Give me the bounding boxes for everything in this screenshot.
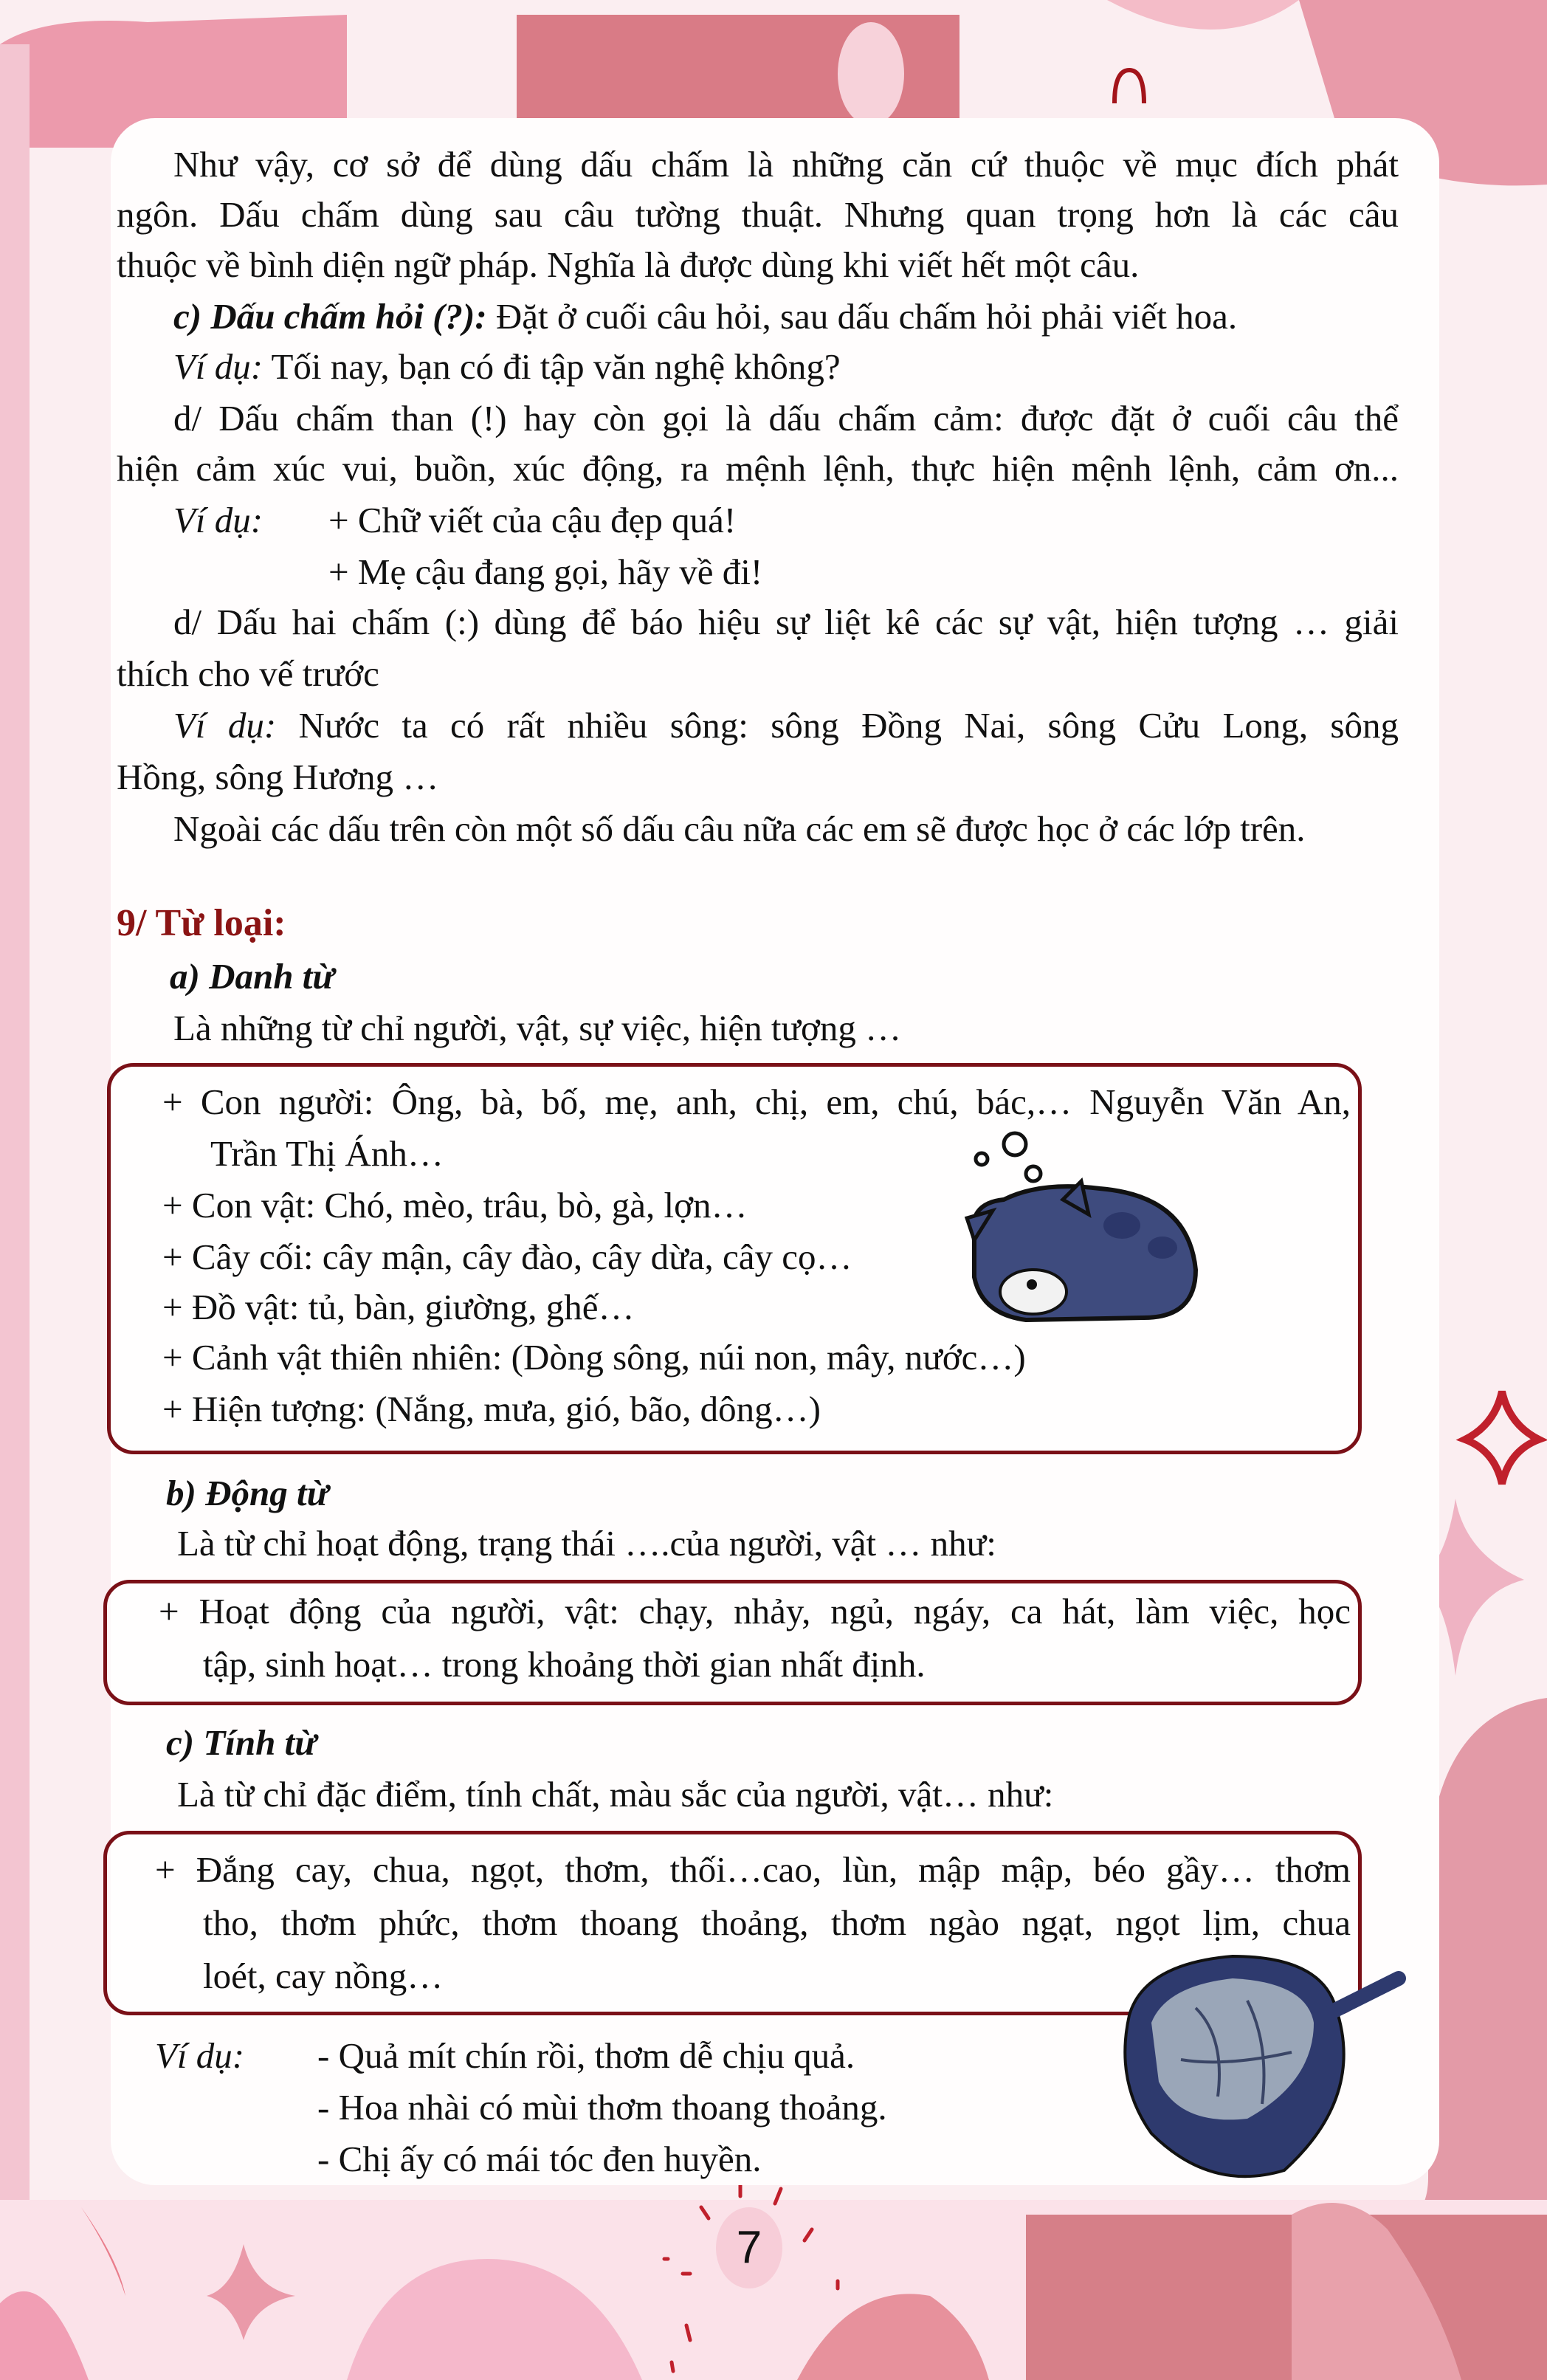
paragraph-line: ngôn. Dấu chấm dùng sau câu tường thuật. Nhưng quan trọng hơn là các câu [117,194,1399,235]
paragraph-line: Hồng, sông Hương … [117,757,439,797]
adjective-example: - Hoa nhài có mùi thơm thoang thoảng. [317,2087,887,2128]
noun-item: + Đồ vật: tủ, bàn, giường, ghế… [162,1287,635,1327]
rule-label: c) Dấu chấm hỏi (?): [173,296,487,337]
adjective-item: tho, thơm phức, thơm thoang thoảng, thơm ngào ngạt, ngọt lịm, chua [203,1902,1351,1943]
example-item: + Mẹ cậu đang gọi, hãy về đi! [328,551,763,592]
example-line: Ví dụ: Tối nay, bạn có đi tập văn nghệ không? [173,346,841,387]
adjective-example: - Quả mít chín rồi, thơm dễ chịu quả. [317,2035,855,2076]
paragraph-line: hiện cảm xúc vui, buồn, xúc động, ra mệnh lệnh, thực hiện mệnh lệnh, cảm ơn... [117,448,1399,489]
jackfruit-icon [1100,1949,1410,2185]
paragraph-line: d/ Dấu hai chấm (:) dùng để báo hiệu sự liệt kê các sự vật, hiện tượng … giải [173,602,1399,642]
sleeping-cat-icon [952,1129,1218,1329]
page-number: 7 [716,2207,782,2288]
noun-item: + Cảnh vật thiên nhiên: (Dòng sông, núi non, mây, nước…) [162,1337,1026,1378]
paragraph-line: d/ Dấu chấm than (!) hay còn gọi là dấu chấm cảm: được đặt ở cuối câu thể [173,398,1399,438]
adjective-item: loét, cay nồng… [203,1956,444,1996]
closing-paragraph: Ngoài các dấu trên còn một số dấu câu nữa các em sẽ được học ở các lớp trên. [173,808,1306,849]
paragraph-line: thích cho vế trước [117,653,379,694]
adjective-example: - Chị ấy có mái tóc đen huyền. [317,2139,762,2179]
example-label: Ví dụ: [155,2035,245,2076]
section-heading: 9/ Từ loại: [117,902,286,944]
subsection-heading-noun: a) Danh từ [170,956,334,997]
paragraph-line: Như vậy, cơ sở để dùng dấu chấm là những căn cứ thuộc về mục đích phát [173,144,1399,185]
noun-definition: Là những từ chỉ người, vật, sự việc, hiện tượng … [173,1008,902,1048]
adjective-item: + Đắng cay, chua, ngọt, thơm, thối…cao, lùn, mập mập, béo gầy… thơm [155,1849,1351,1890]
subsection-heading-adjective: c) Tính từ [166,1722,317,1763]
verb-item: + Hoạt động của người, vật: chạy, nhảy, ngủ, ngáy, ca hát, làm việc, học [159,1591,1351,1631]
noun-item: + Con người: Ông, bà, bố, mẹ, anh, chị, em, chú, bác,… Nguyễn Văn An, [162,1081,1351,1122]
noun-item: + Con vật: Chó, mèo, trâu, bò, gà, lợn… [162,1185,748,1225]
noun-item: Trần Thị Ánh… [210,1133,444,1174]
subsection-heading-verb: b) Động từ [166,1473,328,1513]
example-label: Ví dụ: [173,500,263,540]
example-item: + Chữ viết của cậu đẹp quá! [328,500,737,540]
verb-definition: Là từ chỉ hoạt động, trạng thái ….của người, vật … như: [177,1523,996,1564]
verb-item: tập, sinh hoạt… trong khoảng thời gian nhất định. [203,1644,926,1685]
paragraph-line: thuộc về bình diện ngữ pháp. Nghĩa là được dùng khi viết hết một câu. [117,244,1140,285]
question-mark-rule: c) Dấu chấm hỏi (?): Đặt ở cuối câu hỏi, sau dấu chấm hỏi phải viết hoa. [173,296,1238,337]
noun-item: + Cây cối: cây mận, cây đào, cây dừa, cây cọ… [162,1237,852,1277]
adjective-definition: Là từ chỉ đặc điểm, tính chất, màu sắc của người, vật… như: [177,1774,1054,1815]
noun-item: + Hiện tượng: (Nắng, mưa, gió, bão, dông…) [162,1389,821,1429]
